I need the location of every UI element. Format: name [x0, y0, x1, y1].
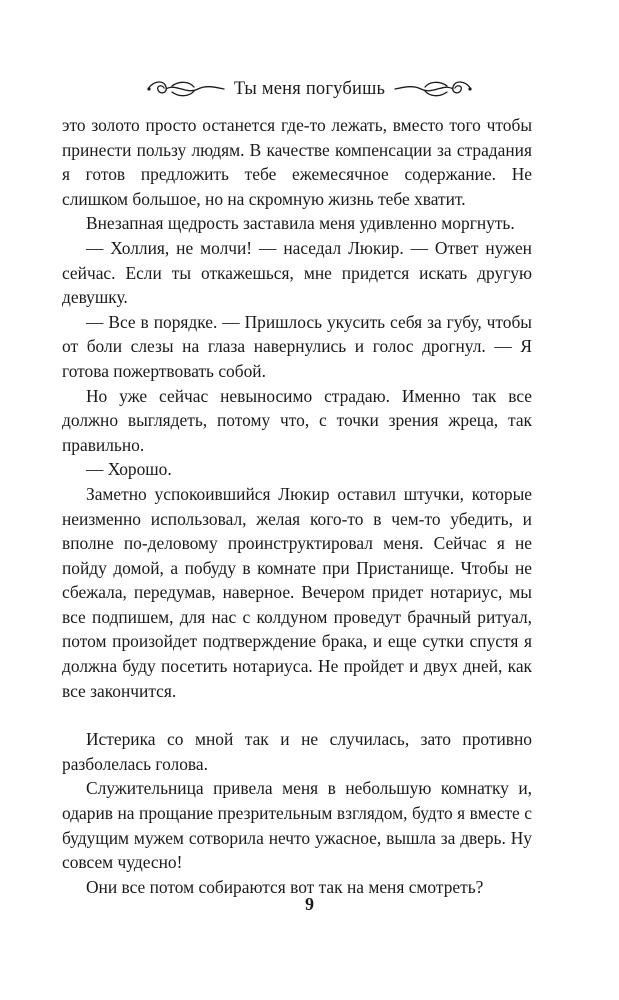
paragraph: Они все потом собираются вот так на меня смотреть?	[86, 876, 484, 897]
running-header	[0, 72, 619, 106]
left-flourish-ornament	[146, 78, 226, 100]
paragraph: — Холлия, не молчи! — наседал Люкир. — Ответ нужен сейчас. Если ты откажешься, мне придется искать другую девушку.	[62, 237, 532, 308]
paragraph: Служительница привела меня в небольшую комнатку и, одарив на прощание презрительным взглядом, будто я вместе с будущим мужем сотворила нечто ужасное, вышла за дверь. Ну совсем чудесно!	[62, 778, 532, 873]
page-number: 9	[305, 894, 314, 914]
header-title: Ты меня погубишь	[233, 78, 386, 99]
section-break	[62, 703, 532, 727]
body-text	[62, 113, 532, 899]
right-flourish-ornament	[393, 78, 473, 100]
paragraph: Но уже сейчас невыносимо страдаю. Именно так все должно выглядеть, потому что, с точки зрения жреца, так правильно.	[62, 385, 532, 455]
paragraph: Внезапная щедрость заставила меня удивленно моргнуть.	[86, 213, 515, 234]
paragraph: Истерика со мной так и не случилась, зато противно разболелась голова.	[62, 729, 532, 774]
paragraph: Заметно успокоившийся Люкир оставил штучки, которые неизменно использовал, желая кого-то в чем-то убедить, и вполне по-деловому проинструктировал меня. Сейчас я не пойду домой, а побуду в комнате при Пристанище. Чтобы не сбежала, передумав, наверное. Вечером придет нотариус, мы все подпишем, для нас с колдуном проведут брачный ритуал, потом произойдет подтверждение брака, и еще сутки спустя я должна буду посетить нотариуса. Не пройдет и двух дней, как все закончится.	[62, 483, 532, 701]
paragraph: — Хорошо.	[86, 459, 172, 480]
paragraph: это золото просто останется где-то лежать, вместо того чтобы принести пользу людям. В качестве компенсации за страдания я готов предложить тебе ежемесячное содержание. Не слишком большое, но на скромную жизнь тебе хватит.	[62, 115, 532, 209]
paragraph: — Все в порядке. — Пришлось укусить себя за губу, чтобы от боли слезы на глаза навернулись и голос дрогнул. — Я готова пожертвовать собой.	[62, 311, 532, 381]
